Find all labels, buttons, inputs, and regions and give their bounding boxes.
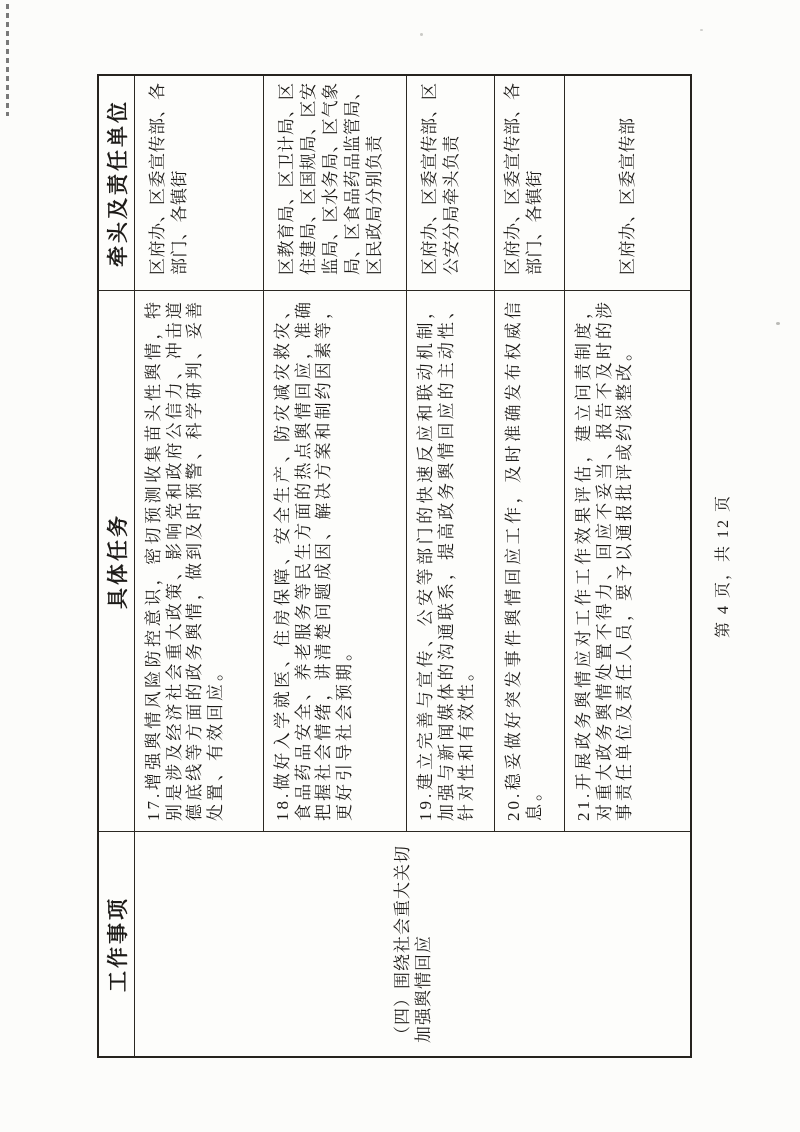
unit-cell-18: 区教育局、区卫计局、区住建局、区国规局、区安监局、区水务局、区气象局、区食品药品监管局、区民政局分别负责 (264, 76, 407, 290)
header-task: 具体任务 (99, 290, 135, 831)
header-unit: 牵头及责任单位 (99, 76, 135, 290)
task-cell-21: 21.开展政务舆情应对工作工作效果评估，建立问责制度，对重大政务舆情处置不得力、回应不妥当、报告不及时的涉事责任单位及责任人员，要予以通报批评或约谈整改。 (565, 290, 690, 831)
unit-text-21: 区府办、区委宣传部 (617, 117, 637, 275)
task-cell-19: 19.建立完善与宣传、公安等部门的快速反应和联动机制，加强与新闻媒体的沟通联系，提高政务舆情回应的主动性、针对性和有效性。 (407, 290, 495, 831)
unit-cell-20: 区府办、区委宣传部、各部门、各镇街 (495, 76, 565, 290)
unit-cell-17: 区府办、区委宣传部、各部门、各镇街 (135, 76, 264, 290)
task-cell-18: 18.做好入学就医、住房保障、安全生产、防灾减灾救灾、食品药品安全、养老服务等民生方面的热点舆情回应，准确把握社会情绪，讲清楚问题成因、解决方案和制约因素等，更好引导社会预期。 (264, 290, 407, 831)
task-cell-20: 20.稳妥做好突发事件舆情回应工作，及时准确发布权威信息。 (495, 290, 565, 831)
work-item-cell (135, 831, 690, 1056)
task-cell-17: 17.增强舆情风险防控意识，密切预测收集苗头性舆情，特别是涉及经济社会重大政策、影响党和政府公信力、冲击道德底线等方面的政务舆情，做到及时预警、科学研判、妥善处置、有效回应。 (135, 290, 264, 831)
page-number: 第 4 页，共 12 页 (715, 494, 732, 639)
work-table (97, 74, 692, 1058)
unit-cell-21 (565, 76, 690, 290)
header-work-item: 工作事项 (99, 831, 135, 1056)
scan-artifact-speck (420, 33, 423, 36)
scan-artifact-speck (776, 322, 780, 325)
scan-artifact-speck (700, 29, 703, 31)
unit-cell-19: 区府办、区委宣传部、区公安分局牵头负责 (407, 76, 495, 290)
work-item-text: （四）围绕社会重大关切加强舆情回应 (392, 845, 433, 1043)
scan-artifact-dashed-line (6, 4, 9, 116)
